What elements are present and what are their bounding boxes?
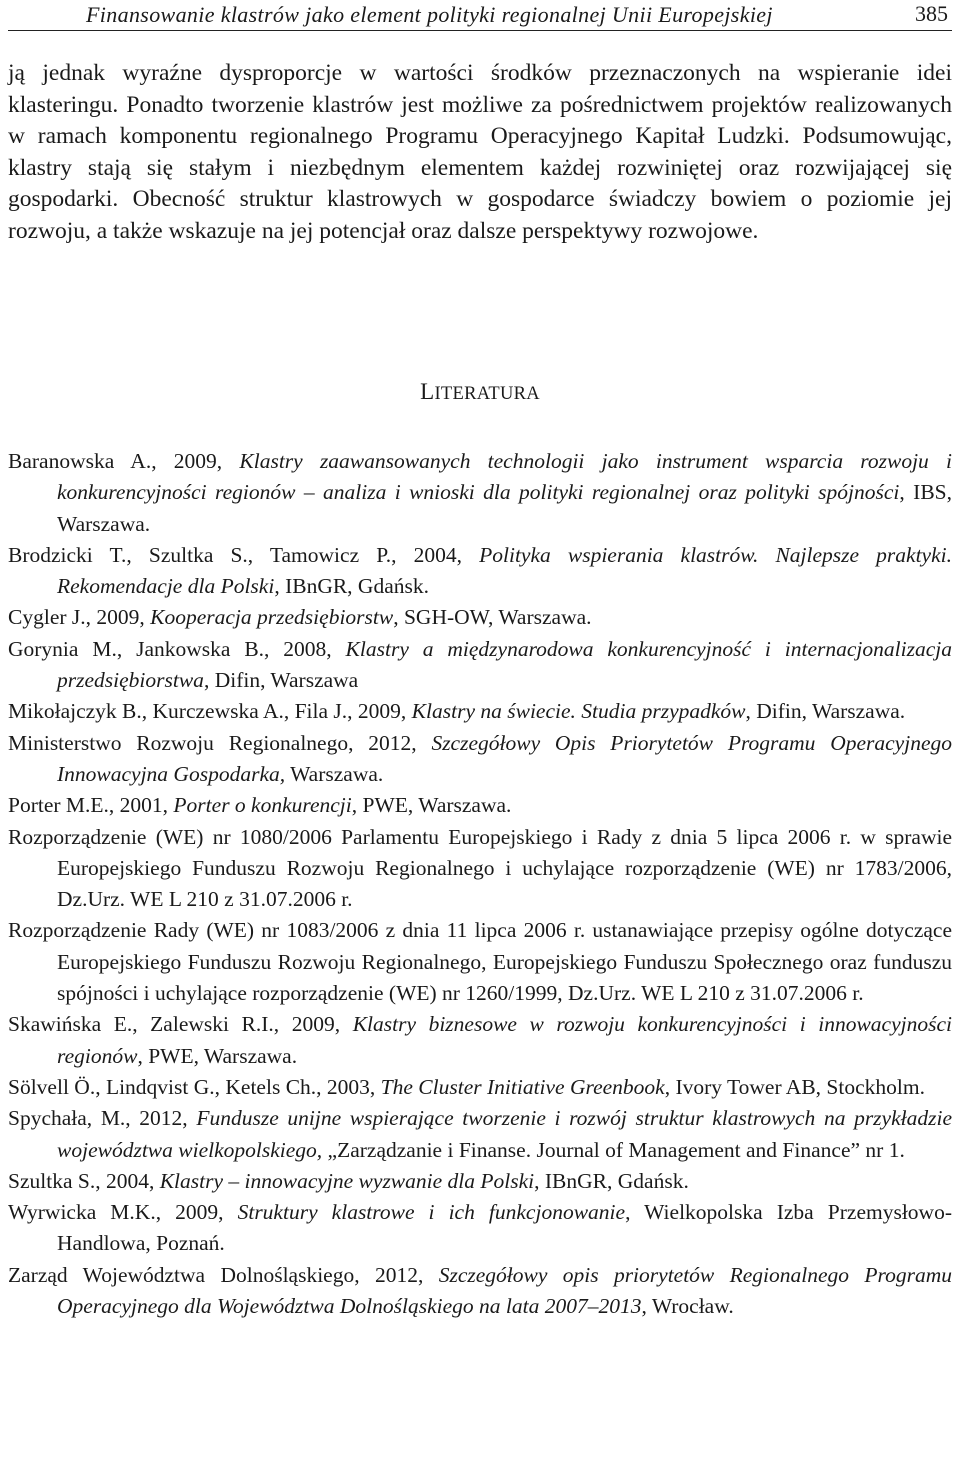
reference-title: Kooperacja przedsiębiorstw xyxy=(150,605,394,630)
page-number: 385 xyxy=(915,1,948,26)
reference-entry xyxy=(8,1166,952,1197)
reference-entry xyxy=(8,790,952,821)
reference-publisher: Warszawa. xyxy=(285,761,384,786)
reference-authors: Baranowska A., 2009, xyxy=(8,449,240,473)
reference-list xyxy=(8,446,952,1322)
reference-publisher: , Difin, Warszawa xyxy=(203,668,359,693)
reference-authors: Spychała, M., 2012, xyxy=(8,1106,197,1131)
reference-authors: Cygler J., 2009, xyxy=(8,605,151,630)
reference-authors: Wyrwicka M.K., 2009, xyxy=(8,1200,238,1225)
reference-entry xyxy=(8,1072,952,1103)
reference-text: Rozporządzenie Rady (WE) nr 1083/2006 z dnia 11 lipca 2006 r. ustanawiające przepisy ogólne dotyczące Europejskiego Funduszu Rozwoju Regionalnego, Europejskiego Funduszu Społecznego oraz funduszu spójności i uchylające rozporządzenie (WE) nr 1260/1999, Dz.Urz. WE L 210 z 31.07.2006 r. xyxy=(8,918,952,1006)
reference-title: Struktury klastrowe i ich funkcjonowanie xyxy=(237,1200,626,1225)
section-title-literatura xyxy=(0,379,960,405)
reference-publisher: , Ivory Tower AB, Stockholm. xyxy=(664,1074,925,1099)
reference-entry xyxy=(8,1009,952,1072)
reference-title: Porter o konkurencji xyxy=(173,793,352,818)
reference-entry xyxy=(8,728,952,791)
reference-entry xyxy=(8,915,952,1009)
reference-publisher: , PWE, Warszawa. xyxy=(351,793,512,818)
reference-entry xyxy=(8,634,952,697)
reference-entry xyxy=(8,1197,952,1260)
reference-authors: Skawińska E., Zalewski R.I., 2009, xyxy=(8,1012,353,1037)
reference-title: Fundusze unijne wspierające tworzenie i rozwój struktur klastrowych na przykładzie województwa wielkopolskiego, xyxy=(57,1106,952,1162)
section-title-initial: L xyxy=(420,379,435,404)
reference-title: Klastry na świecie. Studia przypadków xyxy=(411,699,746,724)
reference-publisher: , Wielkopolska Izba Przemysłowo-Handlowa, Poznań. xyxy=(57,1200,952,1256)
running-header xyxy=(8,0,952,31)
reference-authors: Szultka S., 2004, xyxy=(8,1168,160,1193)
reference-publisher: „Zarządzanie i Finanse. Journal of Management and Finance” nr 1. xyxy=(322,1137,905,1162)
section-title-rest: ITERATURA xyxy=(434,384,540,404)
reference-title: The Cluster Initiative Greenbook xyxy=(380,1074,665,1099)
reference-publisher: , PWE, Warszawa. xyxy=(137,1043,298,1068)
reference-authors: Zarząd Województwa Dolnośląskiego, 2012, xyxy=(8,1262,439,1287)
reference-entry xyxy=(8,1103,952,1166)
reference-entry xyxy=(8,602,952,633)
reference-title: Klastry – innowacyjne wyzwanie dla Polski xyxy=(159,1168,535,1193)
body-paragraph: ją jednak wyraźne dysproporcje w wartości środków przeznaczonych na wspieranie idei klasteringu. Ponadto tworzenie klastrów jest możliwe za pośrednictwem projektów realizowanych w ramach komponentu regionalnego Programu Operacyjnego Kapitał Ludzki. Podsumowując, klastry stają się stałym i niezbędnym elementem każdej rozwiniętej oraz rozwijającej się gospodarki. Obecność struktur klastrowych w gospodarce świadczy bowiem o poziomie jej rozwoju, a także wskazuje na jej potencjał oraz dalsze perspektywy rozwojowe. xyxy=(8,60,952,244)
reference-entry xyxy=(8,696,952,727)
reference-title: Klastry biznesowe w rozwoju konkurencyjności i innowacyjności regionów xyxy=(57,1012,952,1068)
reference-title: Szczegółowy opis priorytetów Regionalnego Programu Operacyjnego dla Województwa Dolnośląskiego na lata 2007–2013 xyxy=(57,1262,953,1319)
reference-publisher: , Difin, Warszawa. xyxy=(745,699,906,724)
reference-publisher: , IBS, Warszawa. xyxy=(57,480,952,536)
reference-entry xyxy=(8,540,952,603)
reference-text: Rozporządzenie (WE) nr 1080/2006 Parlamentu Europejskiego i Rady z dnia 5 lipca 2006 r. w sprawie Europejskiego Funduszu Rozwoju Regionalnego i uchylające rozporządzenie (WE) nr 1783/2006, Dz.Urz. WE L 210 z 31.07.2006 r. xyxy=(8,824,952,912)
reference-publisher: , IBnGR, Gdańsk. xyxy=(534,1168,689,1193)
reference-authors: Gorynia M., Jankowska B., 2008, xyxy=(8,636,346,661)
reference-publisher: , IBnGR, Gdańsk. xyxy=(274,574,429,599)
reference-entry xyxy=(8,822,952,916)
reference-entry xyxy=(8,1260,952,1323)
reference-authors: Sölvell Ö., Lindqvist G., Ketels Ch., 2003, xyxy=(8,1074,381,1099)
reference-title: Klastry a międzynarodowa konkurencyjność i internacjonalizacja przedsiębiorstwa xyxy=(57,636,952,693)
reference-authors: Ministerstwo Rozwoju Regionalnego, 2012, xyxy=(8,730,432,755)
reference-authors: Porter M.E., 2001, xyxy=(8,793,174,818)
running-title: Finansowanie klastrów jako element polityki regionalnej Unii Europejskiej xyxy=(86,2,773,27)
reference-entry xyxy=(8,446,952,540)
reference-title: Szczegółowy Opis Priorytetów Programu Operacyjnego Innowacyjna Gospodarka, xyxy=(57,730,952,786)
reference-authors: Mikołajczyk B., Kurczewska A., Fila J., 2009, xyxy=(8,699,412,724)
reference-publisher: , Wrocław. xyxy=(641,1294,734,1319)
reference-title: Polityka wspierania klastrów. Najlepsze praktyki. Rekomendacje dla Polski xyxy=(57,542,952,599)
reference-publisher: , SGH-OW, Warszawa. xyxy=(393,605,592,630)
reference-authors: Brodzicki T., Szultka S., Tamowicz P., 2004, xyxy=(8,542,480,567)
reference-title: Klastry zaawansowanych technologii jako instrument wsparcia rozwoju i konkurencyjności regionów – analiza i wnioski dla polityki regionalnej oraz polityki spójności xyxy=(57,449,952,505)
